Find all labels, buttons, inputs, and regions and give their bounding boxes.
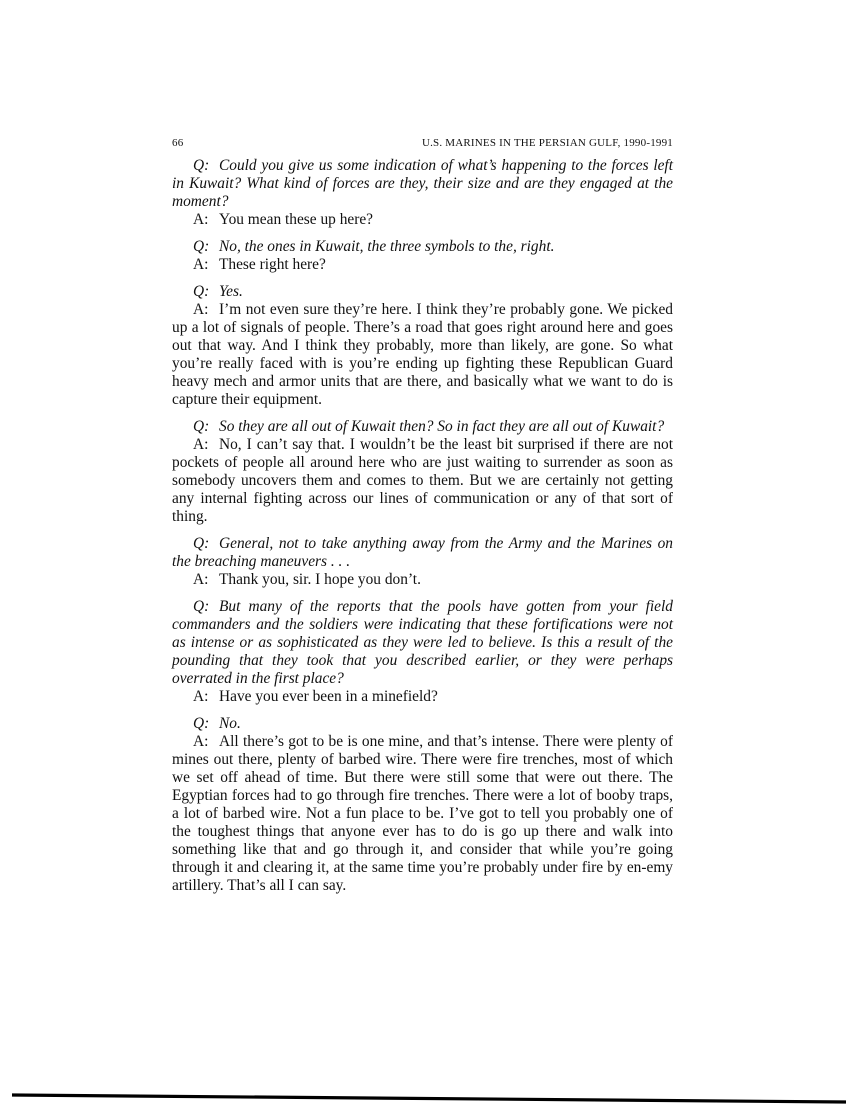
question-text: Yes.: [219, 283, 243, 300]
answer: [172, 301, 673, 409]
question-text: General, not to take anything away from the Army and the Marines on the breaching maneuvers . . .: [172, 535, 673, 570]
question-label: Q:: [193, 238, 210, 255]
qa-block: [172, 283, 673, 409]
answer-label: A:: [193, 256, 209, 273]
scan-edge-line: [12, 1095, 846, 1102]
answer-text: All there’s got to be is one mine, and that’s intense. There were plenty of mines out there, plenty of barbed wire. There were fire trenches, most of which we set off ahead of time. But there were still some that were out there. The Egyptian forces had to go through fire trenches. There were a lot of booby traps, a lot of barbed wire. Not a fun place to be. I’ve got to tell you probably one of the toughest things that anyone ever has to do is go up there and walk into something like that and go through it, and consider that while you’re going through it and clearing it, at the same time you’re probably under fire by en-emy artillery. That’s all I can say.: [172, 733, 673, 894]
answer: [172, 733, 673, 895]
answer-label: A:: [193, 301, 209, 318]
qa-block: [172, 157, 673, 229]
question: [172, 157, 673, 211]
question: [172, 283, 673, 301]
answer-text: No, I can’t say that. I wouldn’t be the least bit surprised if there are not pockets of people all around here who are just waiting to surrender as soon as somebody uncovers them and comes to them. But we are certainly not getting any internal fighting across our lines of communication or any of that sort of thing.: [172, 436, 673, 525]
answer: [172, 256, 673, 274]
running-title: U.S. MARINES IN THE PERSIAN GULF, 1990-1991: [421, 137, 673, 149]
answer: [172, 211, 673, 229]
question-text: No.: [219, 715, 241, 732]
question-text: No, the ones in Kuwait, the three symbols to the, right.: [219, 238, 555, 255]
answer-text: These right here?: [219, 256, 326, 273]
question-text: So they are all out of Kuwait then? So in fact they are all out of Kuwait?: [219, 418, 665, 435]
answer-label: A:: [193, 688, 209, 705]
qa-block: [172, 598, 673, 706]
answer-text: Thank you, sir. I hope you don’t.: [219, 571, 421, 588]
answer: [172, 571, 673, 589]
qa-block: [172, 418, 673, 526]
question-label: Q:: [193, 598, 210, 615]
answer-text: Have you ever been in a minefield?: [219, 688, 438, 705]
running-header: [172, 137, 673, 153]
question-label: Q:: [193, 535, 210, 552]
qa-block: [172, 715, 673, 895]
question: [172, 598, 673, 688]
page-number: 66: [172, 137, 184, 149]
answer-label: A:: [193, 436, 209, 453]
question-label: Q:: [193, 157, 210, 174]
answer-text: You mean these up here?: [219, 211, 374, 228]
answer-text: I’m not even sure they’re here. I think they’re probably gone. We picked up a lot of signals of people. There’s a road that goes right around here and goes out that way. And I think they probably, more than likely, are gone. So what you’re really faced with is you’re ending up fighting these Republican Guard heavy mech and armor units that are there, and basically what we want to do is capture their equipment.: [172, 301, 673, 408]
answer: [172, 436, 673, 526]
question-text: Could you give us some indication of what’s happening to the forces left in Kuwait? What kind of forces are they, their size and are they engaged at the moment?: [172, 157, 673, 210]
qa-block: [172, 238, 673, 274]
bottom-rule: [0, 1085, 864, 1107]
qa-block: [172, 535, 673, 589]
question: [172, 715, 673, 733]
answer-label: A:: [193, 211, 209, 228]
question: [172, 535, 673, 571]
answer: [172, 688, 673, 706]
question-label: Q:: [193, 418, 210, 435]
answer-label: A:: [193, 571, 209, 588]
question-label: Q:: [193, 715, 210, 732]
question-text: But many of the reports that the pools have gotten from your field commanders and the soldiers were indicating that these fortifications were not as intense or as sophisticated as they were led to believe. Is this a result of the pounding that they took that you described earlier, or they were perhaps overrated in the first place?: [172, 598, 673, 687]
question-label: Q:: [193, 283, 210, 300]
question: [172, 418, 673, 436]
question: [172, 238, 673, 256]
answer-label: A:: [193, 733, 209, 750]
interview-transcript: [172, 157, 673, 904]
